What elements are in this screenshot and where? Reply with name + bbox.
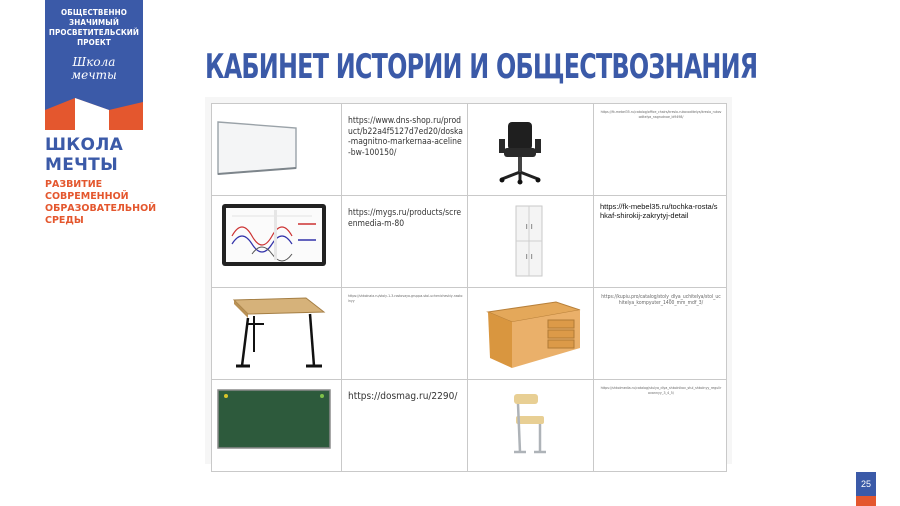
- page-number: 25: [860, 479, 871, 489]
- school-chair-link[interactable]: https://shkolmedia.ru/catalog/stulya_dlya_shkolnikov_stul_shkolnyy_regulirovannyy_3_4_5/: [600, 386, 722, 395]
- brand-subtitle: [45, 179, 155, 227]
- table-row: [212, 104, 727, 196]
- chalkboard-icon: [212, 380, 340, 466]
- brand-subtitle-line1: РАЗВИТИЕ СОВРЕМЕННОЙ: [45, 179, 129, 202]
- office-chair-icon: [468, 104, 592, 190]
- cabinet-link[interactable]: https://fk-mebel35.ru/tochka-rosta/shkaf-shirokij-zakrytyj-detail: [600, 202, 718, 220]
- logo-script-line1: Школа: [72, 55, 116, 69]
- interactive-panel-link[interactable]: https://mygs.ru/products/screenmedia-m-80: [348, 208, 462, 229]
- cabinet-icon: [468, 196, 592, 282]
- chalkboard-image: [212, 380, 342, 472]
- page-number-accent: [856, 496, 876, 506]
- logo-script-line2: мечты: [71, 68, 117, 82]
- office-chair-link[interactable]: https://fk-mebel35.ru/catalog/office_chairs/kreslo-rukovoditelya/kreslo_rukovoditelya_nagrudnoe_ld9498/: [600, 110, 722, 119]
- page-number-badge: [856, 472, 876, 506]
- project-caption-line1: ОБЩЕСТВЕННО ЗНАЧИМЫЙ: [61, 8, 127, 27]
- project-caption-line2: ПРОСВЕТИТЕЛЬСКИЙ ПРОЕКТ: [48, 28, 140, 47]
- brand-name: ШКОЛА МЕЧТЫ: [45, 135, 124, 175]
- student-desk-link[interactable]: https://shkolnaia.ru/stoly-1-3-rostovaya-gruppa-stol-uchenicheskiy-nastolnyy: [348, 294, 463, 303]
- school-chair-image: [468, 380, 594, 472]
- student-desk-icon: [212, 288, 340, 374]
- office-chair-link-cell: [594, 104, 727, 196]
- project-caption: [45, 8, 143, 48]
- chalkboard-link[interactable]: https://dosmag.ru/2290/: [348, 391, 458, 402]
- interactive-panel-icon: [212, 196, 340, 282]
- project-banner: [45, 0, 143, 130]
- teacher-desk-image: [468, 288, 594, 380]
- brand-block: [45, 135, 155, 227]
- office-chair-image: [468, 104, 594, 196]
- school-chair-icon: [468, 380, 592, 466]
- whiteboard-link-cell: [342, 104, 468, 196]
- equipment-table-frame: [205, 97, 732, 464]
- whiteboard-link[interactable]: https://www.dns-shop.ru/product/b22a4f5127d7ed20/doska-magnitno-markernaa-aceline-bw-100150/: [348, 116, 463, 158]
- table-row: [212, 288, 727, 380]
- student-desk-link-cell: [342, 288, 468, 380]
- equipment-table: [211, 103, 727, 472]
- whiteboard-icon: [212, 104, 340, 190]
- interactive-panel-link-cell: [342, 196, 468, 288]
- cabinet-link-cell: [594, 196, 727, 288]
- student-desk-image: [212, 288, 342, 380]
- teacher-desk-icon: [468, 288, 592, 374]
- interactive-panel-image: [212, 196, 342, 288]
- school-chair-link-cell: [594, 380, 727, 472]
- page-title: КАБИНЕТ ИСТОРИИ И ОБЩЕСТВОЗНАНИЯ: [205, 47, 758, 87]
- cabinet-image: [468, 196, 594, 288]
- whiteboard-image: [212, 104, 342, 196]
- table-row: [212, 380, 727, 472]
- logo-script: [45, 56, 143, 82]
- brand-subtitle-line2: ОБРАЗОВАТЕЛЬНОЙ СРЕДЫ: [45, 203, 157, 226]
- teacher-desk-link-cell: [594, 288, 727, 380]
- table-row: [212, 196, 727, 288]
- house-logo-icon: [45, 88, 143, 130]
- chalkboard-link-cell: [342, 380, 468, 472]
- teacher-desk-link[interactable]: https://kupiu.pro/catalog/stoly_dlya_uchitelya/stol_uchitelya_kompyuter_1400_mm_mdf_3/: [601, 294, 721, 306]
